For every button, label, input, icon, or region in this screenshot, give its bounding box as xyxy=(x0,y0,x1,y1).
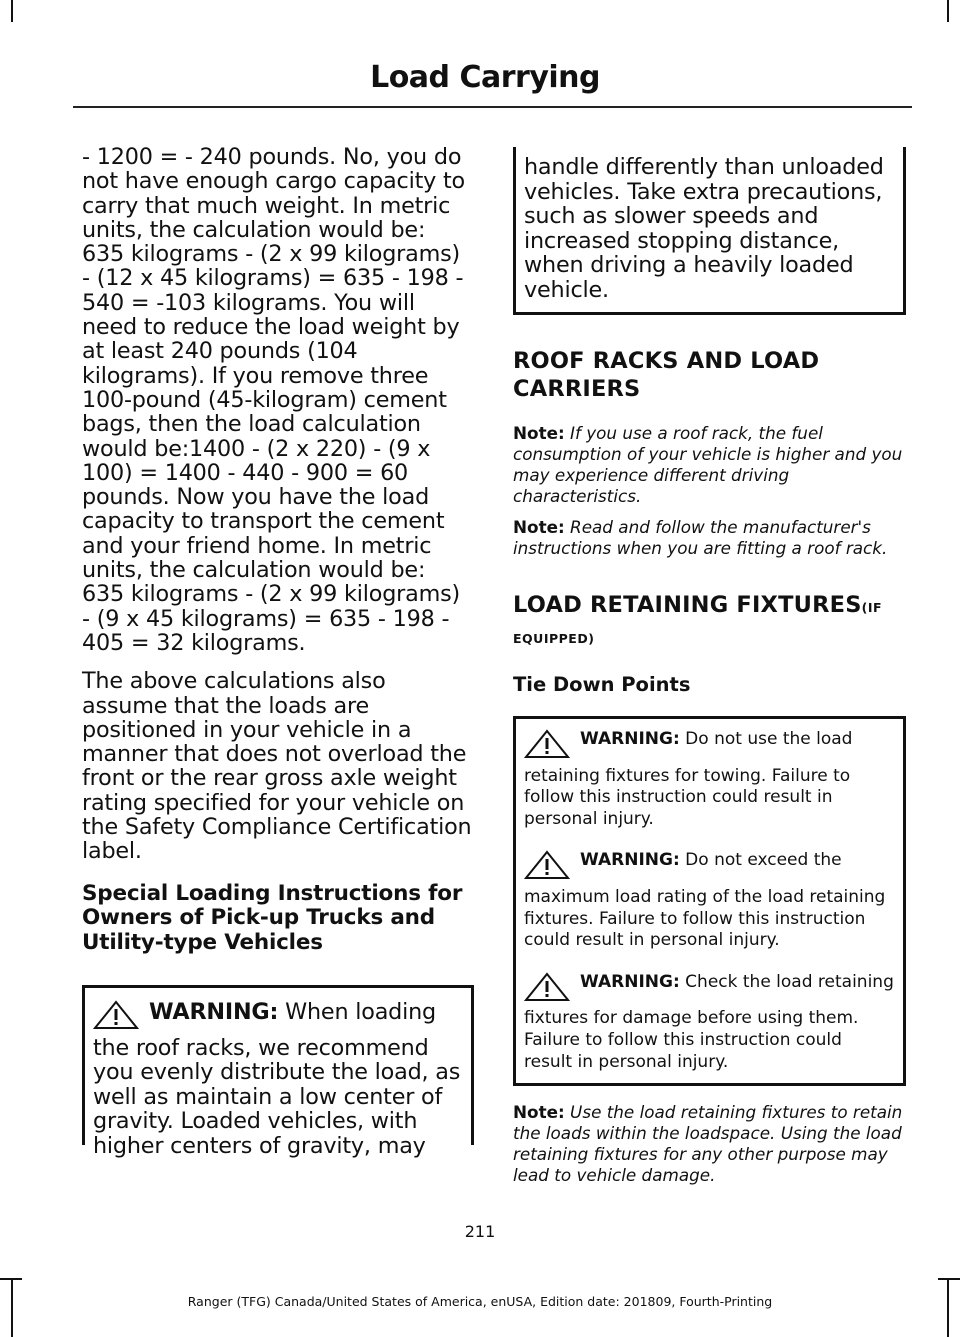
warning-body: When loading the roof racks, we recommend you evenly distribute the load, as well as maintain a low center of gravity. Loaded vehicles, with higher centers of gravity, may xyxy=(93,999,461,1159)
warnings-box xyxy=(513,716,906,1086)
note: Note: Use the load retaining fixtures to retain the loads within the loadspace. Using the load retaining fixtures for any other purpose may lead to vehicle damage. xyxy=(513,1102,903,1186)
warning-label: WARNING: xyxy=(149,999,279,1026)
if-equipped-label: (IF EQUIPPED) xyxy=(513,600,883,646)
header-divider xyxy=(73,106,912,108)
footer-text: Ranger (TFG) Canada/United States of America, enUSA, Edition date: 201809, Fourth-Printing xyxy=(187,1294,773,1309)
left-column xyxy=(82,144,474,1159)
warning-text-continued: handle differently than unloaded vehicles. Take extra precautions, such as slower speeds and increased stopping distance, when driving a heavily loaded vehicle. xyxy=(524,154,884,303)
crop-mark xyxy=(947,0,949,22)
warning-item: WARNING: Check the load retaining fixtures for damage before using them. Failure to follow this instruction could result in personal injury. xyxy=(524,971,894,1072)
right-column xyxy=(513,147,906,1196)
warning-item: WARNING: Do not exceed the maximum load rating of the load retaining fixtures. Failure to follow this instruction could result in personal injury. xyxy=(524,850,886,951)
page-title: Load Carrying xyxy=(370,60,600,95)
warning-triangle-icon xyxy=(524,850,570,887)
warning-triangle-icon xyxy=(524,729,570,766)
section-heading-load-retaining: LOAD RETAINING FIXTURES(IF EQUIPPED) xyxy=(513,592,883,646)
note: Note: Read and follow the manufacturer's instructions when you are fitting a roof rack. xyxy=(513,517,888,558)
warning-item: WARNING: Do not use the load retaining fixtures for towing. Failure to follow this instruction could result in personal injury. xyxy=(524,729,853,829)
warning-triangle-icon xyxy=(93,1000,139,1036)
crop-mark xyxy=(11,0,13,22)
subheading: Special Loading Instructions for Owners of Pick-up Trucks and Utility-type Vehicles xyxy=(82,880,463,955)
section-heading-roof-racks: ROOF RACKS AND LOAD CARRIERS xyxy=(513,348,820,402)
body-paragraph: The above calculations also assume that the loads are positioned in your vehicle in a manner that does not overload the front or the rear gross axle weight rating specified for your vehicle on the Safety Compliance Certification label. xyxy=(82,668,472,865)
body-paragraph: - 1200 = - 240 pounds. No, you do not have enough cargo capacity to carry that much weight. In metric units, the calculation would be: 635 kilograms - (2 x 99 kilograms) - (12 x 45 kilograms) = 635 - 198 - 540 = -103 kilograms. You will need to reduce the load weight by at least 240 pounds (104 kilograms). If you remove three 100-pound (45-kilogram) cement bags, then the load calculation would be:1400 - (2 x 220) - (9 x 100) = 1400 - 440 - 900 = 60 pounds. Now you have the load capacity to transport the cement and your friend home. In metric units, the calculation would be: 635 kilograms - (2 x 99 kilograms) - (9 x 45 kilograms) = 635 - 198 - 405 = 32 kilograms. xyxy=(82,144,465,656)
warning-text xyxy=(93,1000,463,1158)
note: Note: If you use a roof rack, the fuel consumption of your vehicle is higher and you may experience different driving characteristics. xyxy=(513,423,903,506)
crop-mark xyxy=(938,1278,960,1280)
subheading-tie-down: Tie Down Points xyxy=(513,673,691,696)
warning-triangle-icon xyxy=(524,972,570,1009)
warning-box xyxy=(82,985,474,1159)
warning-box-continued xyxy=(513,147,906,315)
page-number: 211 xyxy=(464,1222,496,1241)
